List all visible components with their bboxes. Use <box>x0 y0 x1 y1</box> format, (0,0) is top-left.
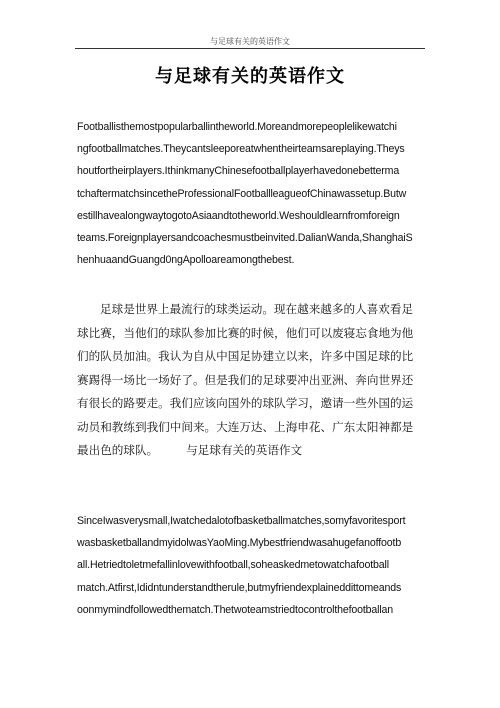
english-paragraph-2 <box>77 510 427 621</box>
text-line: oonmymindfollowedthematch.Thetwoteamstriedtocontrolthefootballan <box>77 603 394 616</box>
text-span: 最出色的球队。 <box>77 443 159 457</box>
text-line: wasbasketballandmyidolwasYaoMing.Mybestfriendwasahugefanoffootb <box>77 537 402 550</box>
text-line: 们的队员加油。我认为自从中国足协建立以来，许多中国足球的比 <box>77 349 414 363</box>
running-header: 与足球有关的英语作文 <box>210 37 290 46</box>
chinese-paragraph <box>77 298 427 463</box>
text-line <box>77 439 427 463</box>
text-line: 足球是世界上最流行的球类运动。现在越来越多的人喜欢看足 <box>100 302 414 316</box>
text-line: henhuaandGuangd0ngApolloareamongthebest. <box>77 254 295 267</box>
text-line: 有很长的路要走。我们应该向国外的球队学习，邀请一些外国的运 <box>77 396 414 410</box>
english-paragraph-1 <box>77 116 427 271</box>
text-line: ngfootballmatches.Theycantsleeporeatwhentheirteamsareplaying.Theys <box>77 143 405 156</box>
text-line: SinceIwasverysmall,Iwatchedalotofbasketballmatches,somyfavoritesport <box>77 515 406 527</box>
inline-title: 与足球有关的英语作文 <box>186 443 303 457</box>
text-line: Footballisthemostpopularballintheworld.Moreandmorepeoplelikewatchi <box>77 121 397 133</box>
text-line: tchaftermatchsincetheProfessionalFootballleagueofChinawassetup.Butw <box>77 187 407 200</box>
text-line: all.Hetriedtoletmefallinlovewithfootball,soheaskedmetowatchafootball <box>77 559 389 572</box>
text-line: estillhavealongwaytogotoAsiaandtotheworld.Weshouldlearnfromforeign <box>77 209 400 222</box>
text-line: houtfortheirplayers.IthinkmanyChinesefootballplayerhavedonebetterma <box>77 165 400 178</box>
text-line: teams.Foreignplayersandcoachesmustbeinvited.DalianWanda,ShanghaiS <box>77 231 413 244</box>
text-line: 赛踢得一场比一场好了。但是我们的足球要冲出亚洲、奔向世界还 <box>77 372 414 387</box>
page-title: 与足球有关的英语作文 <box>155 66 345 87</box>
text-line: match.Atfirst,Ididntunderstandtherule,butmyfriendexplaineddittomeands <box>77 581 402 594</box>
text-line: 动员和教练到我们中间来。大连万达、上海申花、广东太阳神都是 <box>77 419 414 434</box>
header-rule <box>75 48 425 49</box>
text-line: 球比赛，当他们的球队参加比赛的时候，他们可以废寝忘食地为他 <box>77 325 414 340</box>
